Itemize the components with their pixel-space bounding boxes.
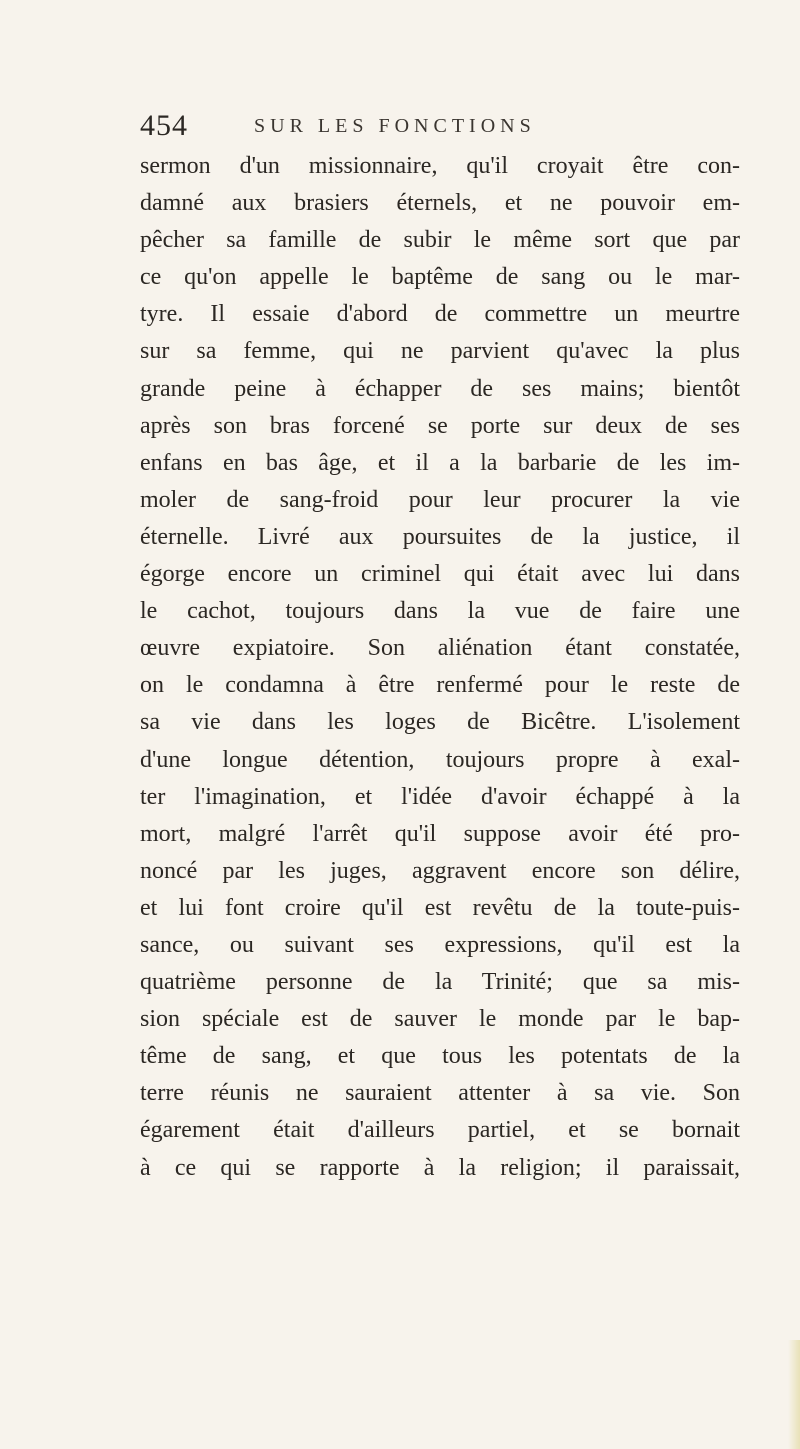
- running-head: SUR LES FONCTIONS: [254, 115, 536, 137]
- text-line: ce qu'on appelle le baptême de sang ou le mar-: [140, 264, 740, 291]
- text-line: éternelle. Livré aux poursuites de la justice, il: [140, 523, 740, 550]
- text-line: mort, malgré l'arrêt qu'il suppose avoir été pro-: [140, 820, 740, 847]
- text-line: ter l'imagination, et l'idée d'avoir échappé à la: [140, 783, 740, 810]
- text-line: sion spéciale est de sauver le monde par le bap-: [140, 1006, 740, 1033]
- text-line: sur sa femme, qui ne parvient qu'avec la plus: [140, 338, 740, 365]
- page-header: [140, 106, 740, 146]
- text-line: sance, ou suivant ses expressions, qu'il est la: [140, 931, 740, 958]
- text-line: le cachot, toujours dans la vue de faire une: [140, 598, 740, 625]
- text-line: sermon d'un missionnaire, qu'il croyait être con-: [140, 153, 740, 179]
- text-line: quatrième personne de la Trinité; que sa mis-: [140, 969, 740, 996]
- text-line: moler de sang-froid pour leur procurer la vie: [140, 486, 740, 513]
- text-line: noncé par les juges, aggravent encore son délire,: [140, 857, 740, 884]
- page-number: 454: [140, 109, 188, 142]
- text-line: on le condamna à être renfermé pour le reste de: [140, 672, 740, 699]
- body-text: [140, 148, 740, 1187]
- text-line: tyre. Il essaie d'abord de commettre un meurtre: [140, 301, 740, 328]
- text-line: enfans en bas âge, et il a la barbarie de les im-: [140, 449, 740, 476]
- text-line: égarement était d'ailleurs partiel, et se bornait: [140, 1117, 740, 1144]
- text-line: damné aux brasiers éternels, et ne pouvoir em-: [140, 190, 740, 217]
- text-line: terre réunis ne sauraient attenter à sa vie. Son: [140, 1080, 740, 1107]
- text-line: œuvre expiatoire. Son aliénation étant constatée,: [140, 635, 740, 662]
- text-line: et lui font croire qu'il est revêtu de la toute-puis-: [140, 894, 740, 921]
- text-line: grande peine à échapper de ses mains; bientôt: [140, 375, 740, 402]
- text-line: pêcher sa famille de subir le même sort que par: [140, 227, 740, 254]
- text-line: égorge encore un criminel qui était avec lui dans: [140, 561, 740, 588]
- text-line: à ce qui se rapporte à la religion; il paraissait,: [140, 1154, 740, 1181]
- text-line: tême de sang, et que tous les potentats de la: [140, 1043, 740, 1070]
- text-line: d'une longue détention, toujours propre à exal-: [140, 746, 740, 773]
- text-line: après son bras forcené se porte sur deux de ses: [140, 412, 740, 439]
- text-line: sa vie dans les loges de Bicêtre. L'isolement: [140, 709, 740, 736]
- page-edge-stain: [788, 1340, 800, 1449]
